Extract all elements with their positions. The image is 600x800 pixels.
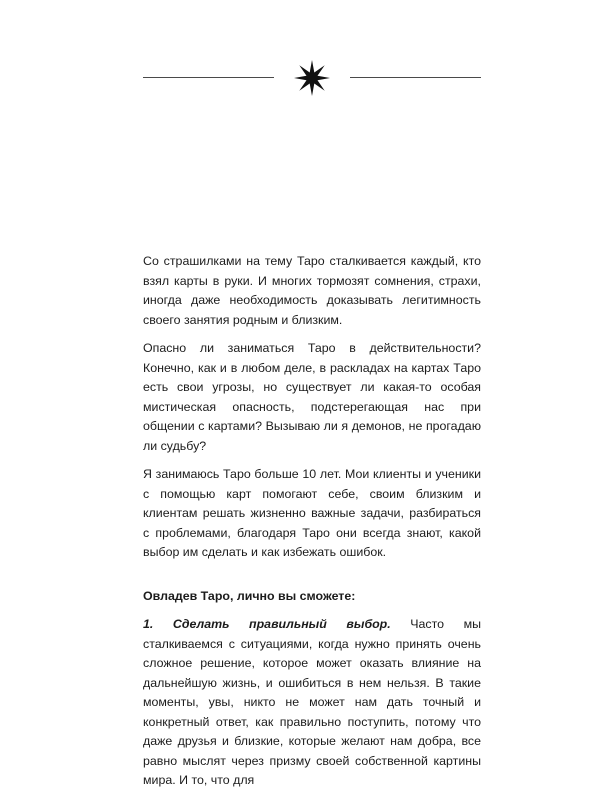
ornament-line-right bbox=[350, 77, 481, 78]
list-item-text: Часто мы сталкиваемся с ситуациями, когда нужно принять очень сложное решение, которое может оказать влияние на дальнейшую жизнь, и ошибиться в нем нельзя. В такие моменты, увы, никто не может нам дать точный и конкретный ответ, как правильно поступить, потому что даже друзья и близкие, которые желают нам добра, все равно мыслят через призму своей собственной картины мира. И то, что для bbox=[143, 617, 481, 787]
body-paragraph-2: Опасно ли заниматься Таро в действительности? Конечно, как и в любом деле, в раскладах на картах Таро есть свои угрозы, но существует ли какая-то особая мистическая опасность, подстерегающая нас при общении с картами? Вызываю ли я демонов, не прогадаю ли судьбу? bbox=[143, 341, 481, 453]
body-paragraph-3: Я занимаюсь Таро больше 10 лет. Мои клиенты и ученики с помощью карт помогают себе, своим близким и клиентам решать жизненно важные задачи, разбираться с проблемами, благодаря Таро они всегда знают, какой выбор им сделать и как избежать ошибок. bbox=[143, 467, 481, 559]
ornament-line-left bbox=[143, 77, 274, 78]
list-item-title: 1. Сделать правильный выбор. bbox=[143, 617, 391, 631]
section-subheading: Овладев Таро, лично вы сможете: bbox=[143, 588, 356, 603]
body-paragraph-1: Со страшилками на тему Таро сталкивается каждый, кто взял карты в руки. И многих тормозят сомнения, страхи, иногда даже необходимость доказывать легитимность своего занятия родным и близким. bbox=[143, 254, 481, 327]
chapter-ornament bbox=[143, 56, 481, 100]
list-item bbox=[143, 615, 481, 791]
page-body bbox=[143, 252, 481, 800]
eight-point-star-icon bbox=[292, 58, 332, 98]
